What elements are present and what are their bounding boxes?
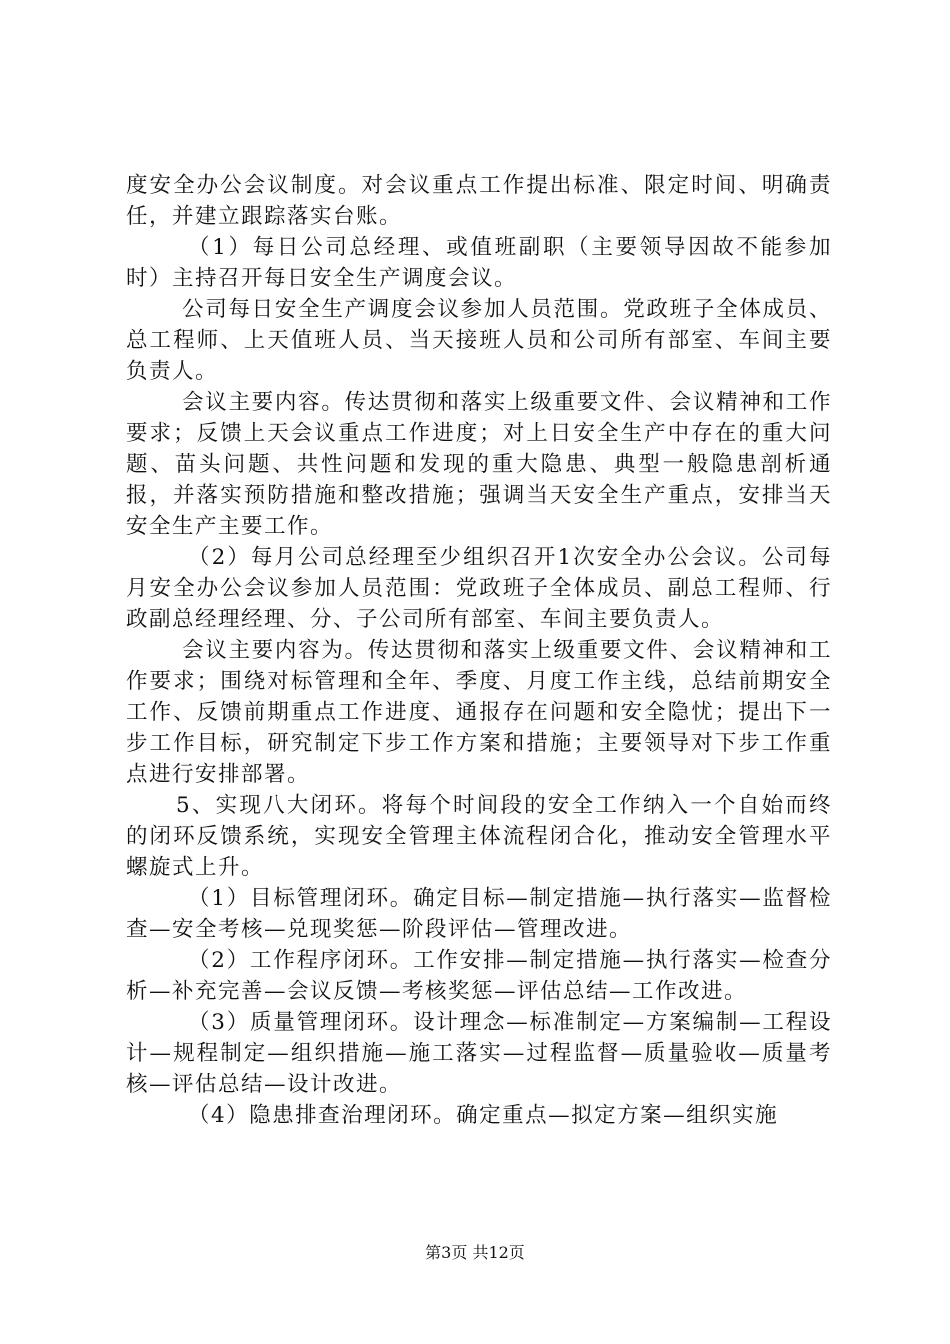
paragraph: 度安全办公会议制度。对会议重点工作提出标准、限定时间、明确责任，并建立跟踪落实台账。 [126, 173, 832, 229]
paragraph: （1）目标管理闭环。确定目标—制定措施—执行落实—监督检查—安全考核—兑现奖惩—阶段评估—管理改进。 [126, 886, 832, 942]
paragraph: （2）工作程序闭环。工作安排—制定措施—执行落实—检查分析—补充完善—会议反馈—考核奖惩—评估总结—工作改进。 [126, 948, 832, 1004]
paragraph: 会议主要内容为。传达贯彻和落实上级重要文件、会议精神和工作要求；围绕对标管理和全年、季度、月度工作主线，总结前期安全工作、反馈前期重点工作进度、通报存在问题和安全隐忧；提出下一步工作目标，研究制定下步工作方案和措施；主要领导对下步工作重点进行安排部署。 [126, 638, 832, 787]
paragraph: 公司每日安全生产调度会议参加人员范围。党政班子全体成员、总工程师、上天值班人员、当天接班人员和公司所有部室、车间主要负责人。 [126, 297, 832, 384]
document-body [126, 170, 832, 1131]
paragraph: 会议主要内容。传达贯彻和落实上级重要文件、会议精神和工作要求；反馈上天会议重点工作进度；对上日安全生产中存在的重大问题、苗头问题、共性问题和发现的重大隐患、典型一般隐患剖析通报，并落实预防措施和整改措施；强调当天安全生产重点，安排当天安全生产主要工作。 [126, 390, 832, 539]
page-number-footer: 第3页 共12页 [425, 1243, 525, 1262]
paragraph: （3）质量管理闭环。设计理念—标准制定—方案编制—工程设计—规程制定—组织措施—施工落实—过程监督—质量验收—质量考核—评估总结—设计改进。 [126, 1010, 832, 1097]
paragraph: （4）隐患排查治理闭环。确定重点—拟定方案—组织实施 [188, 1103, 779, 1128]
paragraph: 5、实现八大闭环。将每个时间段的安全工作纳入一个自始而终的闭环反馈系统，实现安全管理主体流程闭合化，推动安全管理水平螺旋式上升。 [126, 793, 832, 880]
paragraph: （1）每日公司总经理、或值班副职（主要领导因故不能参加时）主持召开每日安全生产调度会议。 [126, 235, 832, 291]
paragraph: （2）每月公司总经理至少组织召开1次安全办公会议。公司每月安全办公会议参加人员范围：党政班子全体成员、副总工程师、行政副总经理经理、分、子公司所有部室、车间主要负责人。 [126, 545, 832, 632]
